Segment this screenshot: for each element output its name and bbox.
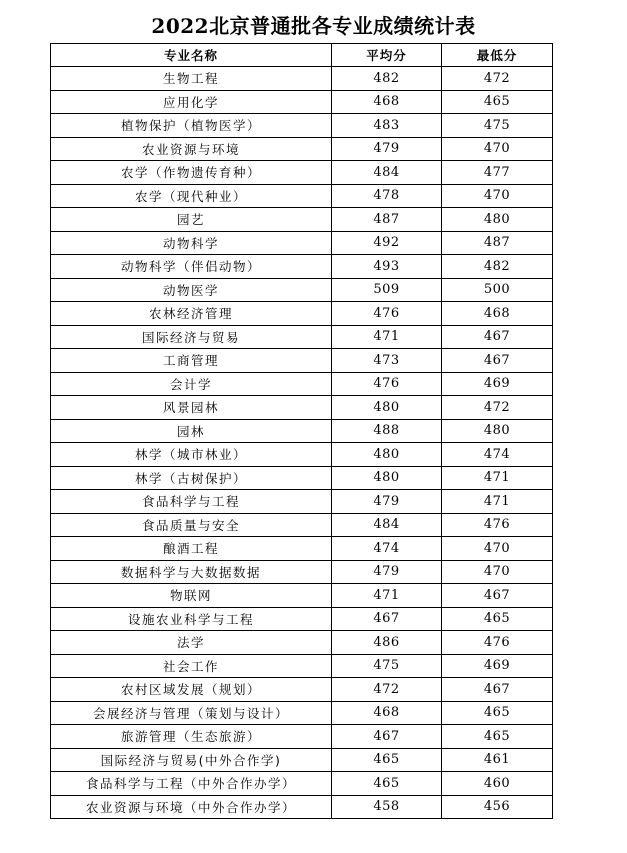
cell-major-name: 农林经济管理 bbox=[51, 302, 332, 326]
header-major-name: 专业名称 bbox=[51, 44, 332, 67]
cell-minimum-score: 471 bbox=[442, 490, 553, 514]
cell-minimum-score: 467 bbox=[442, 349, 553, 373]
table-row bbox=[51, 631, 553, 655]
page-title: 2022北京普通批各专业成绩统计表 bbox=[151, 14, 476, 38]
cell-major-name: 农村区域发展（规划） bbox=[51, 678, 332, 702]
cell-average-score: 486 bbox=[332, 631, 442, 655]
table-row bbox=[51, 208, 553, 232]
table-row bbox=[51, 748, 553, 772]
cell-minimum-score: 465 bbox=[442, 701, 553, 725]
cell-average-score: 482 bbox=[332, 67, 442, 91]
cell-minimum-score: 461 bbox=[442, 748, 553, 772]
header-minimum-score: 最低分 bbox=[442, 44, 553, 67]
cell-average-score: 472 bbox=[332, 678, 442, 702]
cell-major-name: 法学 bbox=[51, 631, 332, 655]
table-row bbox=[51, 278, 553, 302]
cell-minimum-score: 470 bbox=[442, 137, 553, 161]
cell-average-score: 509 bbox=[332, 278, 442, 302]
cell-minimum-score: 472 bbox=[442, 396, 553, 420]
cell-major-name: 园林 bbox=[51, 419, 332, 443]
table-header-row bbox=[51, 44, 553, 67]
header-average-score: 平均分 bbox=[332, 44, 442, 67]
cell-major-name: 生物工程 bbox=[51, 67, 332, 91]
cell-average-score: 492 bbox=[332, 231, 442, 255]
table-row bbox=[51, 654, 553, 678]
table-row bbox=[51, 231, 553, 255]
table-row bbox=[51, 114, 553, 138]
table-row bbox=[51, 607, 553, 631]
table-body bbox=[51, 67, 553, 819]
table-row bbox=[51, 772, 553, 796]
cell-major-name: 农业资源与环境（中外合作办学） bbox=[51, 795, 332, 819]
table-row bbox=[51, 137, 553, 161]
cell-minimum-score: 471 bbox=[442, 466, 553, 490]
cell-minimum-score: 480 bbox=[442, 208, 553, 232]
cell-major-name: 动物科学 bbox=[51, 231, 332, 255]
cell-average-score: 484 bbox=[332, 513, 442, 537]
cell-major-name: 食品质量与安全 bbox=[51, 513, 332, 537]
table-row bbox=[51, 701, 553, 725]
cell-major-name: 农学（现代种业） bbox=[51, 184, 332, 208]
table-row bbox=[51, 90, 553, 114]
table-row bbox=[51, 466, 553, 490]
table-row bbox=[51, 255, 553, 279]
cell-minimum-score: 500 bbox=[442, 278, 553, 302]
cell-major-name: 食品科学与工程 bbox=[51, 490, 332, 514]
table-row bbox=[51, 443, 553, 467]
cell-major-name: 园艺 bbox=[51, 208, 332, 232]
cell-average-score: 468 bbox=[332, 701, 442, 725]
cell-minimum-score: 475 bbox=[442, 114, 553, 138]
table-row bbox=[51, 161, 553, 185]
cell-minimum-score: 480 bbox=[442, 419, 553, 443]
cell-major-name: 国际经济与贸易(中外合作学) bbox=[51, 748, 332, 772]
cell-minimum-score: 472 bbox=[442, 67, 553, 91]
cell-minimum-score: 474 bbox=[442, 443, 553, 467]
cell-average-score: 488 bbox=[332, 419, 442, 443]
cell-average-score: 474 bbox=[332, 537, 442, 561]
table-row bbox=[51, 184, 553, 208]
cell-major-name: 工商管理 bbox=[51, 349, 332, 373]
cell-major-name: 设施农业科学与工程 bbox=[51, 607, 332, 631]
cell-major-name: 食品科学与工程（中外合作办学） bbox=[51, 772, 332, 796]
table-row bbox=[51, 302, 553, 326]
table-row bbox=[51, 67, 553, 91]
table-row bbox=[51, 725, 553, 749]
cell-minimum-score: 469 bbox=[442, 654, 553, 678]
table-row bbox=[51, 678, 553, 702]
cell-average-score: 480 bbox=[332, 396, 442, 420]
cell-average-score: 475 bbox=[332, 654, 442, 678]
cell-average-score: 465 bbox=[332, 772, 442, 796]
cell-minimum-score: 487 bbox=[442, 231, 553, 255]
cell-major-name: 数据科学与大数据数据 bbox=[51, 560, 332, 584]
cell-minimum-score: 467 bbox=[442, 584, 553, 608]
cell-minimum-score: 468 bbox=[442, 302, 553, 326]
table-row bbox=[51, 325, 553, 349]
cell-major-name: 植物保护（植物医学） bbox=[51, 114, 332, 138]
cell-average-score: 484 bbox=[332, 161, 442, 185]
cell-average-score: 487 bbox=[332, 208, 442, 232]
cell-average-score: 467 bbox=[332, 725, 442, 749]
cell-minimum-score: 470 bbox=[442, 184, 553, 208]
cell-minimum-score: 465 bbox=[442, 725, 553, 749]
cell-minimum-score: 470 bbox=[442, 537, 553, 561]
table-row bbox=[51, 349, 553, 373]
table-row bbox=[51, 560, 553, 584]
cell-minimum-score: 465 bbox=[442, 90, 553, 114]
cell-major-name: 旅游管理（生态旅游） bbox=[51, 725, 332, 749]
cell-average-score: 467 bbox=[332, 607, 442, 631]
cell-average-score: 458 bbox=[332, 795, 442, 819]
cell-average-score: 480 bbox=[332, 466, 442, 490]
table-row bbox=[51, 490, 553, 514]
cell-major-name: 会展经济与管理（策划与设计） bbox=[51, 701, 332, 725]
cell-minimum-score: 469 bbox=[442, 372, 553, 396]
cell-major-name: 农学（作物遗传育种） bbox=[51, 161, 332, 185]
cell-minimum-score: 477 bbox=[442, 161, 553, 185]
cell-average-score: 471 bbox=[332, 325, 442, 349]
cell-major-name: 风景园林 bbox=[51, 396, 332, 420]
cell-average-score: 465 bbox=[332, 748, 442, 772]
cell-average-score: 473 bbox=[332, 349, 442, 373]
cell-minimum-score: 476 bbox=[442, 631, 553, 655]
cell-average-score: 480 bbox=[332, 443, 442, 467]
cell-major-name: 林学（城市林业） bbox=[51, 443, 332, 467]
table-row bbox=[51, 419, 553, 443]
cell-major-name: 会计学 bbox=[51, 372, 332, 396]
cell-average-score: 476 bbox=[332, 302, 442, 326]
table-row bbox=[51, 584, 553, 608]
cell-average-score: 471 bbox=[332, 584, 442, 608]
cell-minimum-score: 465 bbox=[442, 607, 553, 631]
cell-major-name: 国际经济与贸易 bbox=[51, 325, 332, 349]
cell-major-name: 应用化学 bbox=[51, 90, 332, 114]
cell-minimum-score: 456 bbox=[442, 795, 553, 819]
cell-minimum-score: 467 bbox=[442, 325, 553, 349]
cell-major-name: 物联网 bbox=[51, 584, 332, 608]
cell-major-name: 动物科学（伴侣动物） bbox=[51, 255, 332, 279]
cell-average-score: 476 bbox=[332, 372, 442, 396]
table-row bbox=[51, 537, 553, 561]
table-row bbox=[51, 372, 553, 396]
score-table bbox=[50, 43, 553, 819]
table-row bbox=[51, 795, 553, 819]
table-row bbox=[51, 396, 553, 420]
cell-average-score: 479 bbox=[332, 490, 442, 514]
cell-average-score: 493 bbox=[332, 255, 442, 279]
cell-major-name: 农业资源与环境 bbox=[51, 137, 332, 161]
table-row bbox=[51, 513, 553, 537]
cell-minimum-score: 460 bbox=[442, 772, 553, 796]
cell-average-score: 479 bbox=[332, 137, 442, 161]
cell-minimum-score: 470 bbox=[442, 560, 553, 584]
cell-minimum-score: 482 bbox=[442, 255, 553, 279]
cell-average-score: 468 bbox=[332, 90, 442, 114]
cell-minimum-score: 476 bbox=[442, 513, 553, 537]
cell-major-name: 社会工作 bbox=[51, 654, 332, 678]
cell-major-name: 林学（古树保护） bbox=[51, 466, 332, 490]
cell-average-score: 478 bbox=[332, 184, 442, 208]
cell-average-score: 479 bbox=[332, 560, 442, 584]
cell-major-name: 动物医学 bbox=[51, 278, 332, 302]
cell-major-name: 酿酒工程 bbox=[51, 537, 332, 561]
cell-average-score: 483 bbox=[332, 114, 442, 138]
cell-minimum-score: 467 bbox=[442, 678, 553, 702]
